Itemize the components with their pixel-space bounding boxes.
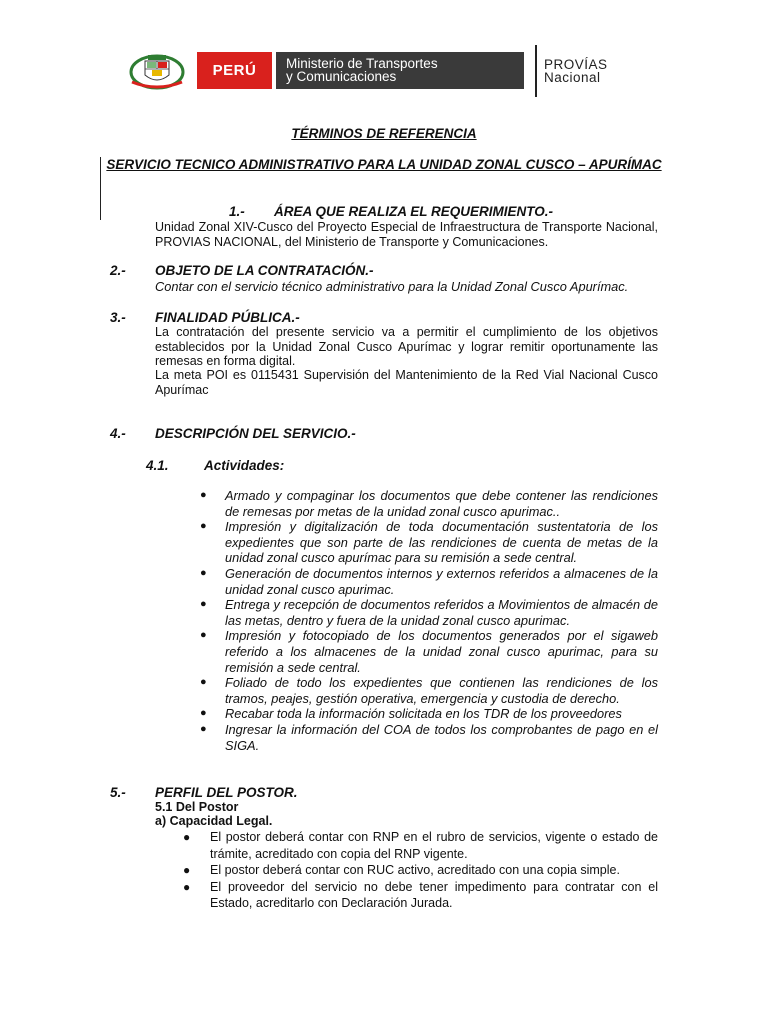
document-subtitle: SERVICIO TECNICO ADMINISTRATIVO PARA LA UNIDAD ZONAL CUSCO – APURÍMAC <box>106 157 662 172</box>
ministry-line1: Ministerio de Transportes <box>286 56 438 71</box>
provias-line2: Nacional <box>544 70 601 85</box>
section4-number: 4.- <box>110 426 126 441</box>
section5-number: 5.- <box>110 785 126 800</box>
list-item: ● El postor deberá contar con RUC activo, acreditado con una copia simple. <box>183 863 620 877</box>
provias-logo <box>544 58 608 84</box>
bullet-icon: ● <box>200 707 207 720</box>
section3-text1: La contratación del presente servicio va a permitir el cumplimiento de los objetivos establecidos por la Unidad Zonal Cusco Apurímac y lograr remitir oportunamente las remesas en forma digital. <box>155 325 658 368</box>
list-item: ● Recabar toda la información solicitada en los TDR de los proveedores <box>200 706 622 722</box>
section4-1-number: 4.1. <box>146 458 169 473</box>
list-item: ● Ingresar la información del COA de todos los comprobantes de pago en el SIGA. <box>200 721 658 753</box>
section1-number: 1.- <box>229 204 245 219</box>
bullet-icon: ● <box>200 520 207 533</box>
list-item: ● El proveedor del servicio no debe tener impedimento para contratar con el Estado, acreditarlo con Declaración Jurada. <box>183 879 658 910</box>
section4-1-heading: Actividades: <box>204 458 285 473</box>
section5-1-heading: 5.1 Del Postor <box>155 800 239 814</box>
bullet-icon: ● <box>183 863 191 877</box>
peru-brand-box <box>197 52 272 89</box>
legal-capacity-list <box>183 829 658 912</box>
list-item: ● Impresión y digitalización de toda documentación sustentatoria de los expedientes que son parte de las rendiciones de cuenta de metas de la unidad zonal cusco apurímac para su remisión a sede central. <box>200 519 658 566</box>
list-item: ● Foliado de todo los expedientes que contienen las rendiciones de los tramos, peajes, gestión operativa, emergencia y custodia de derecho. <box>200 675 658 706</box>
ministry-brand-box <box>276 52 524 89</box>
bullet-icon: ● <box>200 489 207 501</box>
section1-text: Unidad Zonal XIV-Cusco del Proyecto Especial de Infraestructura de Transporte Nacional, PROVIAS NACIONAL, del Ministerio de Transporte y Comunicaciones. <box>155 220 658 249</box>
section1-heading: ÁREA QUE REALIZA EL REQUERIMIENTO.- <box>274 204 554 219</box>
list-item: ● Armado y compaginar los documentos que debe contener las rendiciones de remesas por metas de la unidad zonal cusco apurimac.. <box>200 488 658 519</box>
bullet-icon: ● <box>183 879 191 894</box>
section3-text2: La meta POI es 0115431 Supervisión del Mantenimiento de la Red Vial Nacional Cusco Apurímac <box>155 368 658 397</box>
peru-label: PERÚ <box>212 62 257 79</box>
section3-number: 3.- <box>110 310 126 325</box>
list-item: ● El postor deberá contar con RNP en el rubro de servicios, vigente o estado de trámite, acreditado con copia del RNP vigente. <box>183 830 658 861</box>
ministry-line2: y Comunicaciones <box>286 69 397 84</box>
section5-heading: PERFIL DEL POSTOR. <box>155 785 298 800</box>
bullet-icon: ● <box>200 676 207 689</box>
section4-heading: DESCRIPCIÓN DEL SERVICIO.- <box>155 426 356 441</box>
list-item: ● Impresión y fotocopiado de los documentos generados por el sigaweb referido a los almacenes de la unidad zonal cusco apurimac, para su remisión a sede central. <box>200 628 658 675</box>
bullet-icon: ● <box>200 722 207 735</box>
section2-heading: OBJETO DE LA CONTRATACIÓN.- <box>155 263 374 278</box>
list-item: ● Generación de documentos internos y externos referidos a almacenes de la unidad zonal cusco apurimac. <box>200 565 658 597</box>
header-divider <box>535 45 537 97</box>
peru-coat-of-arms-logo <box>126 52 188 90</box>
list-item: ● Entrega y recepción de documentos referidos a Movimientos de almacén de las metas, dentro y fuera de la unidad zonal cusco apurimac. <box>200 597 658 628</box>
section2-number: 2.- <box>110 263 126 278</box>
document-title: TÉRMINOS DE REFERENCIA <box>291 126 477 141</box>
section3-heading: FINALIDAD PÚBLICA.- <box>155 310 300 325</box>
section2-text: Contar con el servicio técnico administrativo para la Unidad Zonal Cusco Apurímac. <box>155 279 629 294</box>
bullet-icon: ● <box>183 830 191 844</box>
bullet-icon: ● <box>200 598 207 611</box>
capacity-legal-heading: a) Capacidad Legal. <box>155 814 273 828</box>
bullet-icon: ● <box>200 566 207 579</box>
bullet-icon: ● <box>200 629 207 642</box>
provias-line1: PROVÍAS <box>544 57 608 72</box>
activities-list <box>200 488 658 753</box>
